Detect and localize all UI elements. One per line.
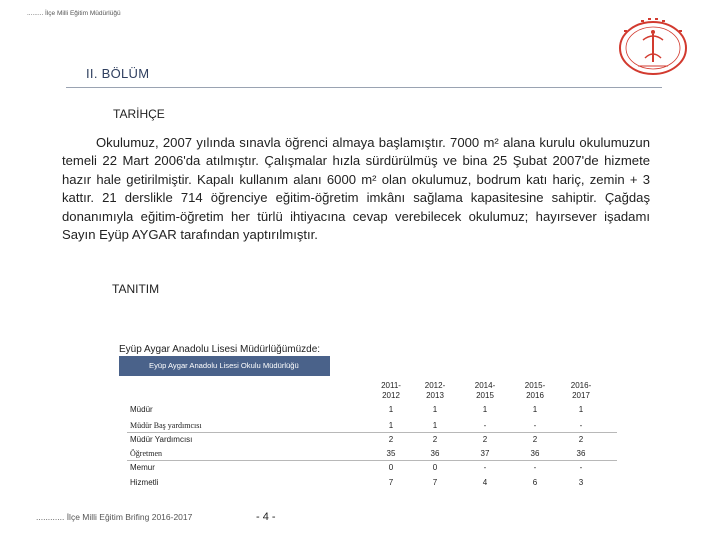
row-label: Müdür Yardımcısı [130, 435, 193, 444]
year-header-top: 2012- [424, 381, 446, 390]
table-cell: 1 [578, 405, 584, 414]
year-header-bottom: 2013 [426, 391, 444, 400]
year-header [515, 381, 555, 401]
year-header-bottom: 2017 [572, 391, 590, 400]
table-cell: 1 [482, 405, 488, 414]
table-cell: - [579, 463, 583, 472]
table-cell: 36 [576, 449, 586, 458]
table-cell: - [579, 421, 583, 430]
table-row [127, 476, 617, 489]
table-header: Eyüp Aygar Anadolu Lisesi Okulu Müdürlüğü Personel Sayısı [119, 356, 330, 376]
year-header-top: 2014- [474, 381, 496, 390]
year-header-top: 2016- [570, 381, 592, 390]
year-header-bottom: 2015 [476, 391, 494, 400]
row-label: Memur [130, 463, 155, 472]
history-heading: TARİHÇE [113, 107, 165, 121]
table-cell: 2 [432, 435, 438, 444]
table-cell: - [533, 463, 537, 472]
table-cell: - [483, 421, 487, 430]
table-cell: 0 [432, 463, 438, 472]
table-cell: 3 [578, 478, 584, 487]
table-row [127, 461, 617, 474]
year-header-bottom: 2012 [382, 391, 400, 400]
header-title: ......... İlçe Milli Eğitim Müdürlüğü [27, 10, 121, 17]
year-header-top: 2011- [381, 381, 401, 390]
year-header-bottom: 2016 [526, 391, 544, 400]
row-label: Müdür Baş yardımcısı [130, 421, 202, 430]
table-cell: 36 [430, 449, 440, 458]
table-caption: Eyüp Aygar Anadolu Lisesi Müdürlüğümüzde: [119, 344, 321, 355]
ministry-seal-icon [608, 14, 698, 76]
table-row [127, 447, 617, 461]
row-label: Müdür [130, 405, 153, 414]
table-row [127, 433, 617, 446]
year-header [465, 381, 505, 401]
history-paragraph: Okulumuz, 2007 yılında sınavla öğrenci almaya başlamıştır. 7000 m² alana kurulu okulumuzun temeli 22 Mart 2006'da atılmıştır. Çalışmalar hızla sürdürülmüş ve bina 25 Şubat 2007'de hizmete hazır hale getirilmiştir. Kapalı kullanım alanı 6000 m² olan okulumuz, bodrum katı hariç, zemin + 3 kattır. 21 derslikle 714 öğrenciye eğitim-öğretim imkânı sağlama kapasitesine sahiptir. Çağdaş donanımıyla eğitim-öğretim her türlü ihtiyacına cevap verebilecek okulumuz; hayırsever işadamı Sayın Eyüp AYGAR tarafından yaptırılmıştır. [62, 135, 650, 243]
year-header-top: 2015- [524, 381, 546, 390]
table-cell: 1 [388, 405, 394, 414]
year-header [561, 381, 601, 401]
intro-heading: TANITIM [112, 282, 160, 296]
table-cell: - [483, 463, 487, 472]
table-cell: 35 [386, 449, 396, 458]
table-cell: 2 [578, 435, 584, 444]
table-cell: 2 [388, 435, 394, 444]
table-cell: 2 [482, 435, 488, 444]
table-cell: 36 [530, 449, 540, 458]
year-header [415, 381, 455, 401]
table-cell: 1 [532, 405, 538, 414]
table-cell: 1 [432, 421, 438, 430]
page-number: - 4 - [256, 511, 276, 523]
table-cell: 7 [432, 478, 438, 487]
table-cell: - [533, 421, 537, 430]
table-cell: 37 [480, 449, 490, 458]
table-cell: 6 [532, 478, 538, 487]
table-cell: 1 [388, 421, 394, 430]
table-cell: 2 [532, 435, 538, 444]
table-row [127, 419, 617, 433]
table-cell: 7 [388, 478, 394, 487]
year-header [371, 381, 411, 401]
section-title: II. BÖLÜM [86, 66, 150, 81]
table-cell: 0 [388, 463, 394, 472]
row-label: Öğretmen [130, 449, 162, 458]
row-label: Hizmetli [130, 478, 159, 487]
table-row [127, 403, 617, 416]
section-divider [66, 87, 662, 88]
table-cell: 1 [432, 405, 438, 414]
table-cell: 4 [482, 478, 488, 487]
footer-text: ............ İlçe Milli Eğitim Brifing 2016-2017 [36, 512, 193, 522]
